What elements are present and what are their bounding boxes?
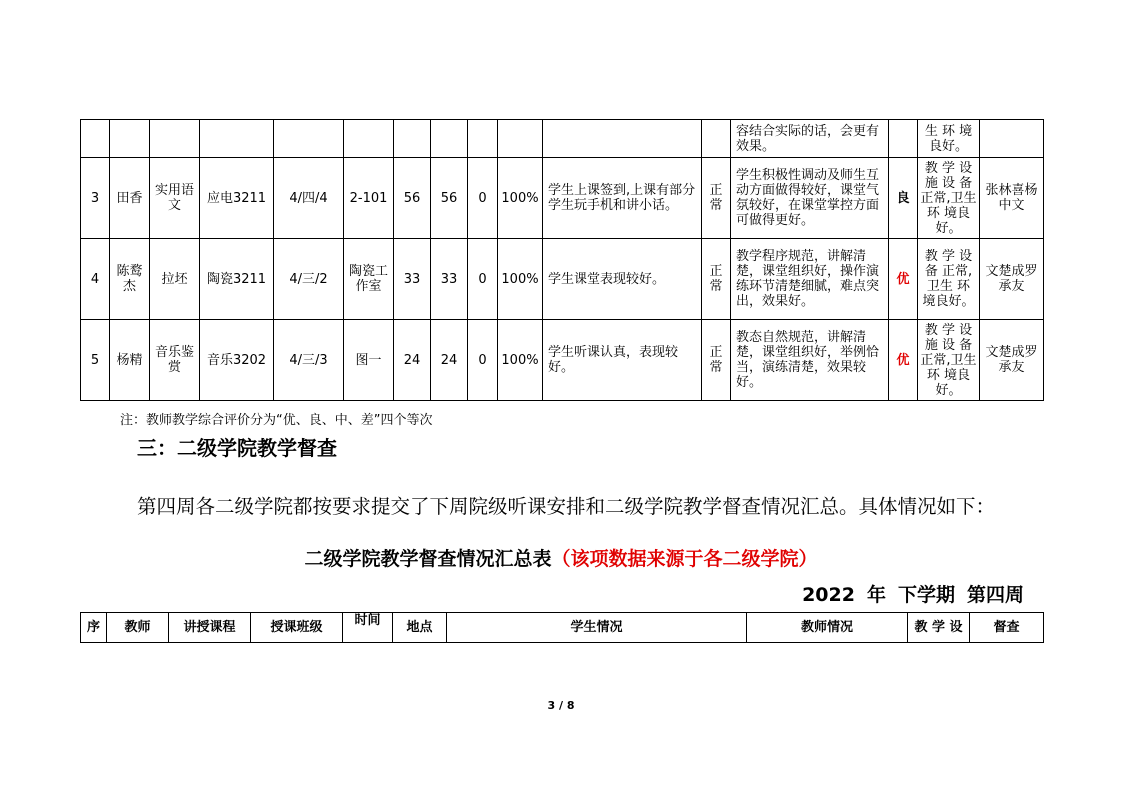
time-cell: 4/三/3	[274, 320, 344, 401]
students-cell: 学生听课认真，表现较好。	[543, 320, 702, 401]
expected-count-cell: 33	[394, 239, 431, 320]
expected-count-cell: 56	[394, 158, 431, 239]
time-cell: 4/三/2	[274, 239, 344, 320]
class-cell: 陶瓷3211	[200, 239, 274, 320]
student-status-cell: 正常	[702, 158, 731, 239]
grade-cell: 良	[889, 158, 918, 239]
header-cell: 教师情况	[747, 613, 908, 643]
teacher-cell: 杨精	[110, 320, 150, 401]
supervisors-cell: 文楚成罗承友	[980, 239, 1044, 320]
header-cell: 教 学 设	[908, 613, 970, 643]
grade-cell: 优	[889, 239, 918, 320]
table-row	[81, 120, 1044, 158]
student-status-cell: 正常	[702, 320, 731, 401]
summary-title-source-note: （该项数据来源于各二级学院）	[551, 548, 818, 570]
table-row	[81, 158, 1044, 239]
absent-count-cell: 0	[468, 239, 498, 320]
supervisors-cell: 文楚成罗承友	[980, 320, 1044, 401]
term-label	[802, 580, 1024, 607]
row-number: 5	[81, 320, 110, 401]
actual-count-cell: 24	[431, 320, 468, 401]
actual-count-cell: 56	[431, 158, 468, 239]
students-cell: 学生上课签到,上课有部分学生玩手机和讲小话。	[543, 158, 702, 239]
location-cell: 陶瓷工作室	[344, 239, 394, 320]
term-week: 第四周	[966, 584, 1024, 606]
page-number: 3 / 8	[547, 699, 575, 712]
header-cell: 序	[81, 613, 107, 643]
term-year-unit: 年	[866, 584, 886, 606]
class-cell: 音乐3202	[200, 320, 274, 401]
student-status-cell: 正常	[702, 239, 731, 320]
header-cell: 时间	[343, 613, 393, 643]
location-cell: 2-101	[344, 158, 394, 239]
header-cell: 地点	[393, 613, 447, 643]
term-semester: 下学期	[897, 584, 955, 606]
inspection-table	[80, 119, 1044, 401]
grade-cell: 优	[889, 320, 918, 401]
section-heading: 三：二级学院教学督查	[137, 436, 337, 460]
course-cell: 音乐鉴赏	[150, 320, 200, 401]
header-cell: 学生情况	[447, 613, 747, 643]
facility-cell: 教 学 设施 设 备正常,卫生 环 境良好。	[918, 320, 980, 401]
students-cell: 学生课堂表现较好。	[543, 239, 702, 320]
expected-count-cell: 24	[394, 320, 431, 401]
table-row	[81, 239, 1044, 320]
header-cell: 授课班级	[251, 613, 343, 643]
teacher-cell: 陈鹜杰	[110, 239, 150, 320]
term-year: 2022	[802, 584, 855, 606]
header-cell: 督查	[970, 613, 1044, 643]
table-header-row	[81, 613, 1044, 643]
row-number: 3	[81, 158, 110, 239]
course-cell: 实用语文	[150, 158, 200, 239]
class-cell: 应电3211	[200, 158, 274, 239]
table-row	[81, 320, 1044, 401]
facility-cell: 教 学 设备 正常,卫生 环 境良好。	[918, 239, 980, 320]
teacher-eval-cell: 容结合实际的话，会更有效果。	[731, 120, 889, 158]
absent-count-cell: 0	[468, 158, 498, 239]
actual-count-cell: 33	[431, 239, 468, 320]
facility-cell: 教 学 设施 设 备正常,卫生 环 境良好。	[918, 158, 980, 239]
summary-table	[80, 612, 1044, 643]
summary-table-title	[0, 544, 1122, 571]
teacher-eval-cell: 学生积极性调动及师生互动方面做得较好，课堂气氛较好，在课堂掌控方面可做得更好。	[731, 158, 889, 239]
teacher-cell: 田香	[110, 158, 150, 239]
attendance-rate-cell: 100%	[498, 239, 543, 320]
attendance-rate-cell: 100%	[498, 158, 543, 239]
attendance-rate-cell: 100%	[498, 320, 543, 401]
course-cell: 拉坯	[150, 239, 200, 320]
absent-count-cell: 0	[468, 320, 498, 401]
supervisors-cell: 张林喜杨中文	[980, 158, 1044, 239]
facility-cell: 生 环 境良好。	[918, 120, 980, 158]
summary-title-text: 二级学院教学督查情况汇总表	[304, 548, 552, 570]
row-number: 4	[81, 239, 110, 320]
evaluation-note: 注：教师教学综合评价分为“优、良、中、差”四个等次	[120, 413, 433, 428]
time-cell: 4/四/4	[274, 158, 344, 239]
header-cell: 讲授课程	[169, 613, 251, 643]
header-cell: 教师	[107, 613, 169, 643]
summary-paragraph: 第四周各二级学院都按要求提交了下周院级听课安排和二级学院教学督查情况汇总。具体情况如下：	[137, 495, 996, 518]
teacher-eval-cell: 教学程序规范，讲解清楚，课堂组织好，操作演练环节清楚细腻，难点突出，效果好。	[731, 239, 889, 320]
location-cell: 图一	[344, 320, 394, 401]
teacher-eval-cell: 教态自然规范，讲解清楚，课堂组织好，举例恰当，演练清楚，效果较好。	[731, 320, 889, 401]
